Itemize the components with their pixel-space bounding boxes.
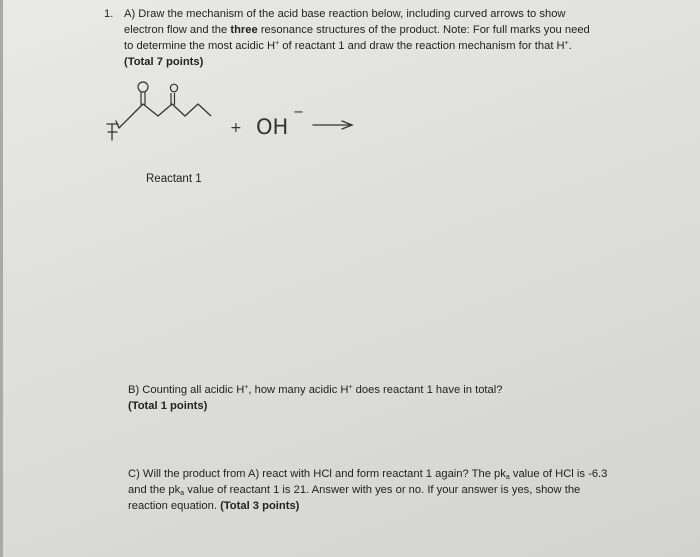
carbonyl-groups xyxy=(138,82,178,105)
part-b-points: (Total 1 points) xyxy=(128,400,208,412)
part-a-line-3: to determine the most acidic H+ of reactant 1 and draw the reaction mechanism for that H+. xyxy=(124,40,572,52)
question-number: 1. xyxy=(104,8,114,20)
part-c-line-3: reaction equation. (Total 3 points) xyxy=(128,500,300,512)
reaction-arrow xyxy=(313,121,352,129)
hydroxide-label: OH xyxy=(256,115,289,139)
page-edge xyxy=(0,0,3,557)
part-c-line-2: and the $pk_a$ value of reactant 1 is 21. Answer with yes or no. If your answer is yes, show the xyxy=(128,484,581,497)
part-a-points: (Total 7 points) xyxy=(124,56,204,68)
plus-sign: + xyxy=(230,120,242,136)
reactant-1-label: Reactant 1 xyxy=(146,173,202,185)
part-a-line-1: A) Draw the mechanism of the acid base reaction below, including curved arrows to show xyxy=(124,8,566,20)
part-c-line-1: C) Will the product from A) react with HCl and form reactant 1 again? The $pk_a$ value of HCl is -6.3 xyxy=(128,468,608,481)
part-a-line-2: electron flow and the three resonance structures of the product. Note: For full marks you need xyxy=(124,24,590,36)
part-b-line-1: B) Counting all acidic H+, how many acidic H+ does reactant 1 have in total? xyxy=(128,384,503,396)
question-part-b xyxy=(128,382,628,414)
fluorine-atom-drawing xyxy=(107,121,119,140)
question-part-c xyxy=(128,466,638,514)
question-part-a xyxy=(124,6,624,70)
hydroxide-charge: − xyxy=(293,105,304,120)
carbon-skeleton xyxy=(119,104,211,128)
reaction-scheme xyxy=(98,78,368,158)
